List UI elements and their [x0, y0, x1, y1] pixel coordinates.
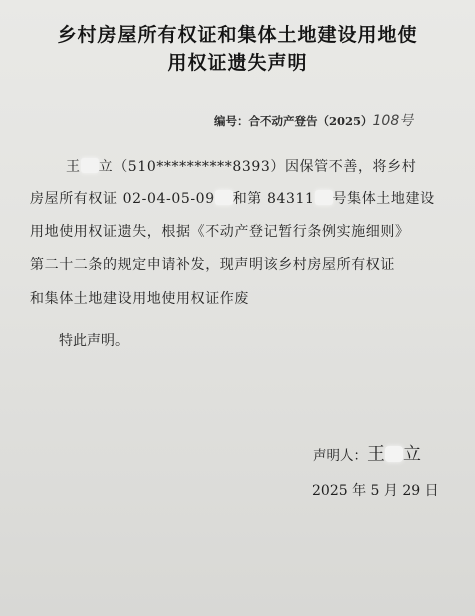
title-line-1: 乡村房屋所有权证和集体土地建设用地使 [57, 24, 418, 46]
redaction-mark [81, 158, 99, 173]
document-number-label: 编号：合不动产登告（2025） [214, 114, 373, 128]
body-line-3: 用地使用权证遗失，根据《不动产登记暂行条例实施细则》 [30, 224, 410, 240]
body-line-4: 第二十二条的规定申请补发，现声明该乡村房屋所有权证 [30, 257, 395, 273]
body-text: 房屋所有权证 02-04-05-09 [30, 191, 215, 207]
body-line-1 [66, 156, 416, 176]
declaration-date: 2025 年 5 月 29 日 [312, 483, 439, 499]
document-number-handwritten: 108号 [372, 113, 414, 129]
redaction-mark [385, 446, 403, 462]
title-line-2: 用权证遗失声明 [167, 52, 308, 74]
handwritten-signature: 立 [403, 444, 421, 465]
redaction-mark [315, 190, 333, 205]
body-text: 号集体土地建设 [332, 191, 435, 207]
handwritten-signature: 王 [367, 444, 385, 465]
declarant-label: 声明人： [313, 448, 367, 464]
closing-statement: 特此声明。 [59, 333, 129, 349]
body-text: 立（510**********8393）因保管不善，将乡村 [98, 159, 417, 175]
declarant-signature [313, 440, 421, 466]
redaction-mark [215, 190, 233, 205]
body-line-2 [30, 188, 435, 208]
document-number [214, 110, 413, 130]
body-text: 和第 84311 [232, 191, 315, 207]
body-line-5: 和集体土地建设用地使用权证作废 [30, 291, 249, 307]
body-text: 王 [66, 159, 81, 175]
